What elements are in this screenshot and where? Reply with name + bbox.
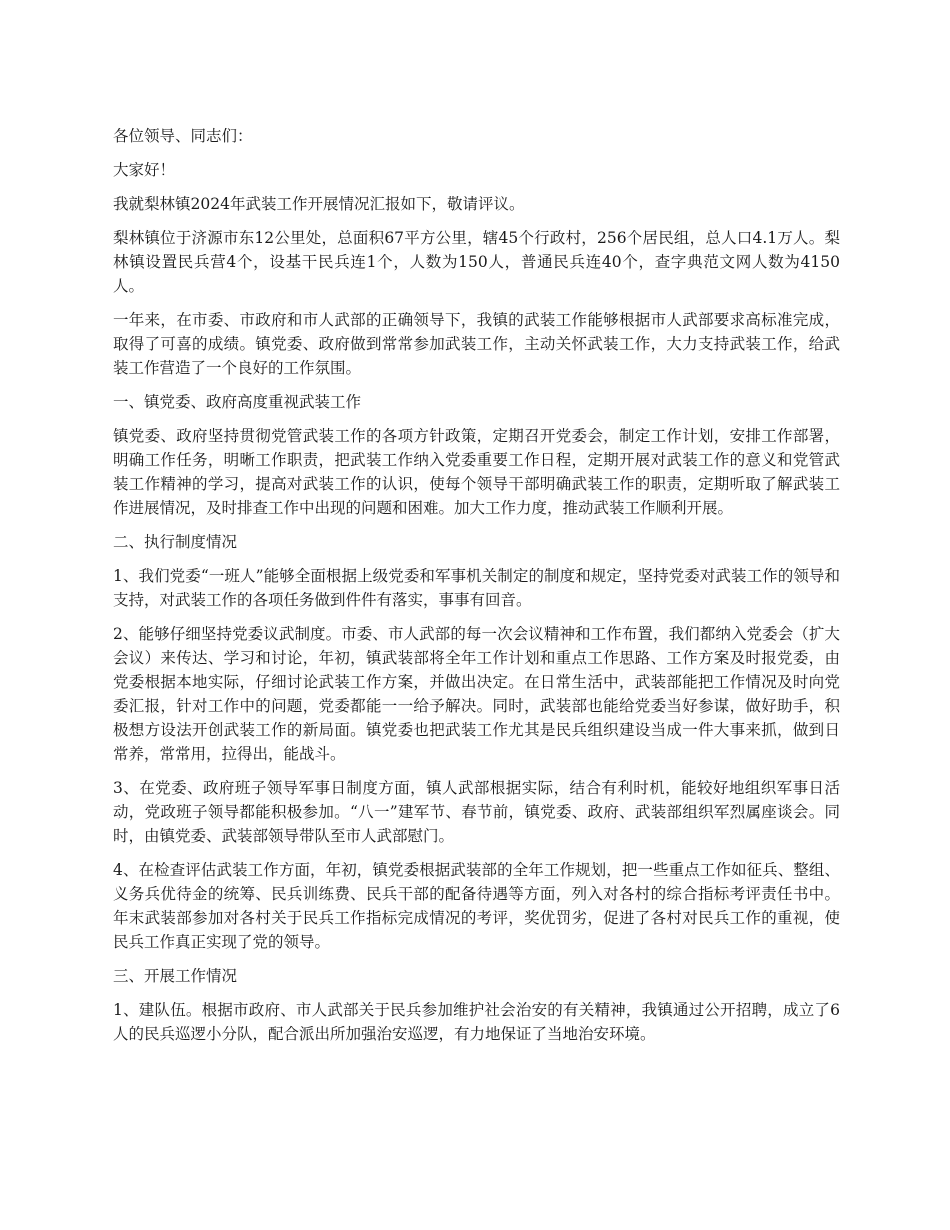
section-heading-2: 二、执行制度情况 <box>113 533 238 551</box>
intro-paragraph: 我就梨林镇2024年武装工作开展情况汇报如下，敬请评议。 <box>113 195 525 213</box>
document-body <box>113 124 840 1056</box>
town-overview-paragraph: 梨林镇位于济源市东12公里处，总面积67平方公里，辖45个行政村，256个居民组，总人口4.1万人。梨林镇设置民兵营4个，设基干民兵连1个，人数为150人，普通民兵连40个，查字典范文网人数为4150人。 <box>113 229 840 295</box>
section-1-paragraph: 镇党委、政府坚持贯彻党管武装工作的各项方针政策，定期召开党委会，制定工作计划，安排工作部署，明确工作任务，明晰工作职责，把武装工作纳入党委重要工作日程，定期开展对武装工作的意义和党管武装工作精神的学习，提高对武装工作的认识，使每个领导干部明确武装工作的职责，定期听取了解武装工作进展情况，及时排查工作中出现的问题和困难。加大工作力度，推动武装工作顺利开展。 <box>113 427 840 517</box>
section-heading-1: 一、镇党委、政府高度重视武装工作 <box>113 393 362 411</box>
section-2-item-4: 4、在检查评估武装工作方面，年初，镇党委根据武装部的全年工作规划，把一些重点工作如征兵、整组、义务兵优待金的统筹、民兵训练费、民兵干部的配备待遇等方面，列入对各村的综合指标考评责任书中。年末武装部参加对各村关于民兵工作指标完成情况的考评，奖优罚劣，促进了各村对民兵工作的重视，使民兵工作真正实现了党的领导。 <box>113 861 840 951</box>
section-heading-3: 三、开展工作情况 <box>113 967 238 985</box>
section-3-item-1: 1、建队伍。根据市政府、市人武部关于民兵参加维护社会治安的有关精神，我镇通过公开招聘，成立了6人的民兵巡逻小分队，配合派出所加强治安巡逻，有力地保证了当地治安环境。 <box>113 1001 840 1043</box>
section-2-item-2: 2、能够仔细坚持党委议武制度。市委、市人武部的每一次会议精神和工作布置，我们都纳入党委会（扩大会议）来传达、学习和讨论，年初，镇武装部将全年工作计划和重点工作思路、工作方案及时报党委，由党委根据本地实际，仔细讨论武装工作方案，并做出决定。在日常生活中，武装部能把工作情况及时向党委汇报，针对工作中的问题，党委都能一一给予解决。同时，武装部也能给党委当好参谋，做好助手，积极想方设法开创武装工作的新局面。镇党委也把武装工作尤其是民兵组织建设当成一件大事来抓，做到日常养，常常用，拉得出，能战斗。 <box>113 625 840 763</box>
section-2-item-3: 3、在党委、政府班子领导军事日制度方面，镇人武部根据实际，结合有利时机，能较好地组织军事日活动，党政班子领导都能积极参加。“八一”建军节、春节前，镇党委、政府、武装部组织军烈属座谈会。同时，由镇党委、武装部领导带队至市人武部慰门。 <box>113 779 840 845</box>
annual-summary-paragraph: 一年来，在市委、市政府和市人武部的正确领导下，我镇的武装工作能够根据市人武部要求高标准完成，取得了可喜的成绩。镇党委、政府做到常常参加武装工作，主动关怀武装工作，大力支持武装工作，给武装工作营造了一个良好的工作氛围。 <box>113 311 840 377</box>
greeting: 各位领导、同志们： <box>113 127 253 145</box>
salutation: 大家好！ <box>113 161 176 179</box>
section-2-item-1: 1、我们党委“一班人”能够全面根据上级党委和军事机关制定的制度和规定，坚持党委对武装工作的领导和支持，对武装工作的各项任务做到件件有落实，事事有回音。 <box>113 567 840 609</box>
